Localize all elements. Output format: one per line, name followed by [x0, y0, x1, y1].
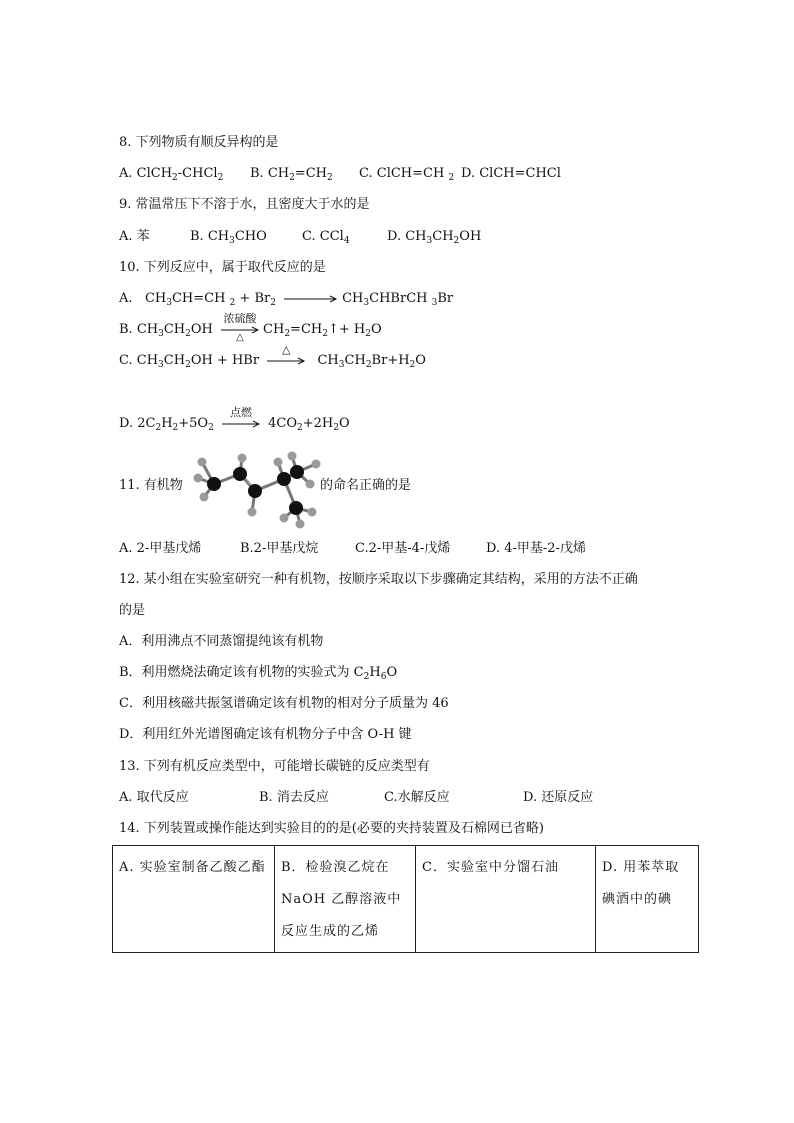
q10-option-c: C. $CH_3CH_2OH$ + HBr △ $CH_3CH_2Br+H_2O$: [119, 342, 426, 370]
q11-stem-suffix: 的命名正确的是: [320, 478, 412, 493]
q10-stem: 10. 下列反应中，属于取代反应的是: [119, 260, 326, 275]
q11-option-c: C.2-甲基-4-戊烯: [355, 541, 451, 556]
q8-option-c: C. ClCH=CH $_2$: [359, 166, 455, 183]
reaction-arrow: 浓硫酸 △: [223, 311, 257, 343]
q12-option-c: C．利用核磁共振氢谱确定该有机物的相对分子质量为 46: [119, 696, 449, 711]
molecule-ball-and-stick-model: [192, 450, 332, 530]
q8-option-d: D. ClCH=CHCl: [461, 166, 561, 181]
reaction-arrow: △: [266, 357, 306, 365]
q12-option-b: B．利用燃烧法确定该有机物的实验式为 $C_2H_6O$: [119, 665, 398, 682]
q14-cell-d: D. 用苯萃取碘酒中的碘: [596, 846, 699, 953]
q9-option-c: C. CCl$_4$: [302, 229, 350, 246]
q13-option-c: C.水解反应: [384, 790, 450, 805]
q12-option-a: A．利用沸点不同蒸馏提纯该有机物: [119, 634, 324, 649]
q13-option-b: B. 消去反应: [259, 790, 329, 805]
q9-option-a: A. 苯: [119, 229, 150, 244]
q12-option-d: D．利用红外光谱图确定该有机物分子中含 O-H 键: [119, 727, 412, 742]
q9-option-d: D. $CH_3CH_2OH$: [387, 229, 482, 246]
q13-option-d: D. 还原反应: [523, 790, 594, 805]
q9-stem: 9. 常温常压下不溶于水，且密度大于水的是: [119, 197, 370, 212]
q14-cell-c: C．实验室中分馏石油: [416, 846, 596, 953]
q8-option-b: B. $CH_2=CH_2$: [250, 166, 333, 183]
reaction-arrow: 点燃: [221, 420, 261, 428]
q9-option-b: B. $CH_3CHO$: [190, 229, 267, 246]
q8-stem: 8. 下列物质有顺反异构的是: [119, 135, 279, 150]
q13-stem: 13. 下列有机反应类型中，可能增长碳链的反应类型有: [119, 759, 430, 774]
q8-option-a: A. ClCH$_2$-CHCl$_2$: [119, 166, 224, 183]
reaction-arrow: [283, 295, 339, 303]
q10-option-a: A. $CH_3CH=CH$ $_2 + Br_2$ $CH_3CHBrCH$ $_3$Br: [119, 291, 454, 308]
q12-stem-line2: 的是: [119, 603, 146, 618]
q11-option-a: A. 2-甲基戊烯: [119, 541, 202, 556]
q10-option-d: D. $2C_2H_2+5O_2$ 点燃 $4CO_2+2H_2O$: [119, 405, 350, 433]
q14-cell-b: B．检验溴乙烷在 NaOH 乙醇溶液中反应生成的乙烯: [275, 846, 416, 953]
q11-option-d: D. 4-甲基-2-戊烯: [486, 541, 586, 556]
q11-option-b: B.2-甲基戊烷: [240, 541, 319, 556]
q14-stem: 14. 下列装置或操作能达到实验目的的是(必要的夹持装置及石棉网已省略): [119, 821, 544, 836]
q12-stem-line1: 12. 某小组在实验室研究一种有机物，按顺序采取以下步骤确定其结构，采用的方法不正确: [119, 572, 638, 587]
q11-stem-prefix: 11. 有机物: [119, 478, 183, 493]
q14-options-table: [112, 845, 699, 953]
q13-option-a: A. 取代反应: [119, 790, 189, 805]
q10-option-b: B. $CH_3CH_2OH$ 浓硫酸 △ $CH_2=CH_2↑+ H_2O$: [119, 311, 382, 343]
q14-cell-a: A. 实验室制备乙酸乙酯: [113, 846, 275, 953]
